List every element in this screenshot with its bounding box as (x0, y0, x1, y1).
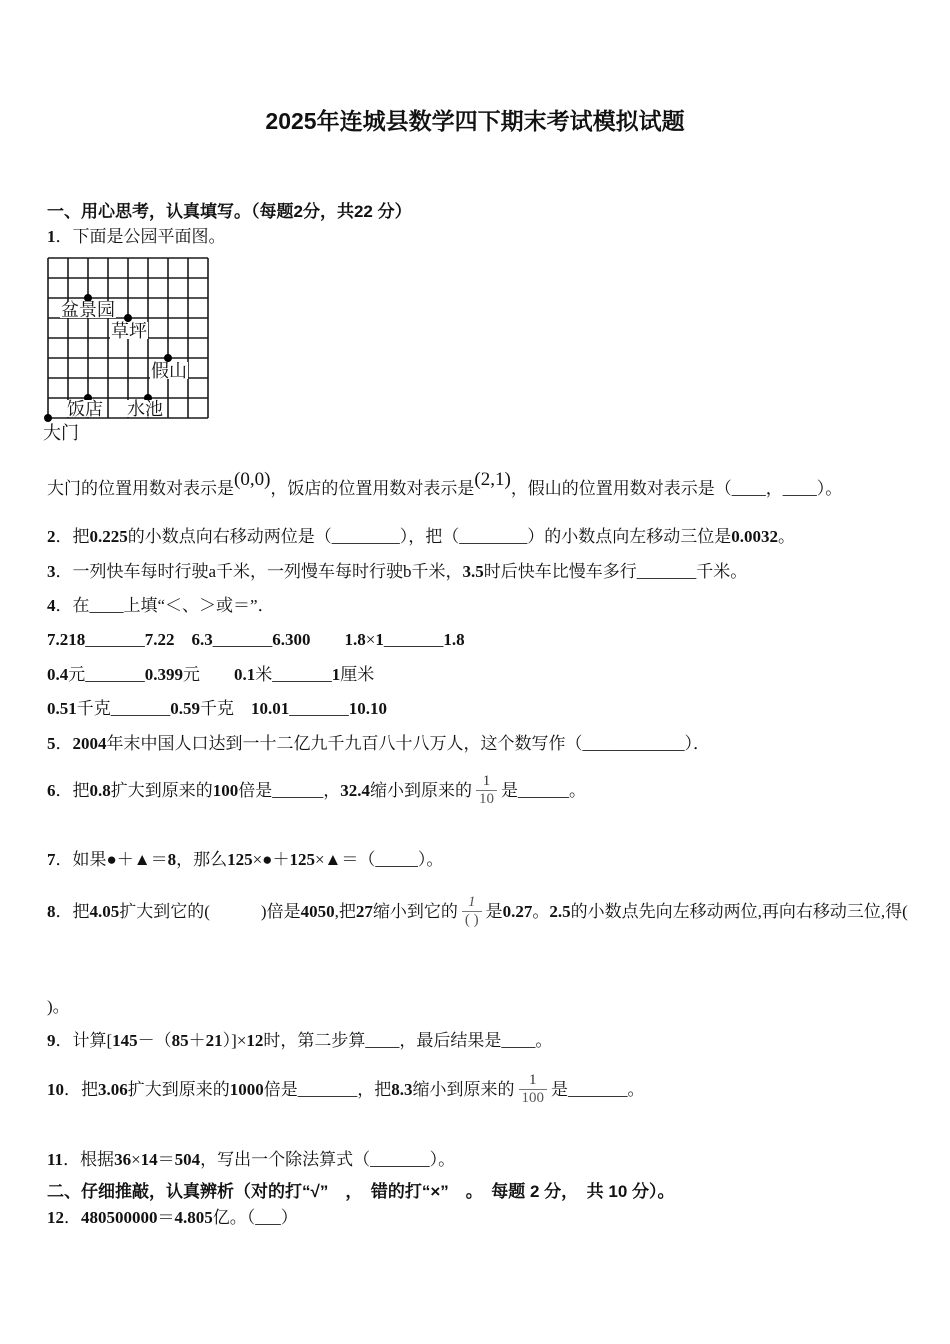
q6-fraction-numerator: 1 (482, 773, 491, 789)
question-6 (47, 773, 586, 809)
q10-text-pre: 10．把3.06扩大到原来的1000倍是_______，把8.3缩小到原来的 (47, 1079, 515, 1099)
map-label-草坪: 草坪 (111, 321, 147, 341)
question-8-continuation: )。 (47, 997, 70, 1016)
coordinate-pairs-line (47, 469, 843, 502)
question-11: 11．根据36×14＝504，写出一个除法算式（_______）。 (47, 1150, 456, 1169)
restaurant-pair-value: (2,1) (474, 469, 511, 490)
question-8 (47, 894, 908, 930)
map-label-假山: 假山 (151, 361, 187, 381)
q10-text-post: 是_______。 (551, 1079, 645, 1099)
question-7: 7．如果●＋▲＝8，那么125×●＋125×▲＝（_____）。 (47, 850, 444, 869)
question-5: 5．2004年末中国人口达到一十二亿九千九百八十八万人，这个数写作（____________）． (47, 734, 710, 753)
section-two-header: 二、仔细推敲，认真辨析（对的打“√” ， 错的打“×” 。 每题 2 分， 共 10 分）。 (47, 1182, 675, 1201)
pair-text-3: ，假山的位置用数对表示是（____，____）。 (510, 479, 843, 498)
q10-fraction-one-hundredth (519, 1072, 548, 1108)
question-2: 2．把0.225的小数点向右移动两位是（________），把（________）的小数点向左移动三位是0.0032。 (47, 527, 795, 546)
page-title: 2025年连城县数学四下期末考试模拟试题 (265, 108, 685, 134)
section-one-header: 一、用心思考，认真填写。（每题2分，共22 分） (47, 202, 412, 221)
q6-text-post: 是______。 (501, 780, 586, 800)
q8-fraction-denominator: ( ) (462, 911, 482, 929)
question-3: 3．一列快车每时行驶a千米，一列慢车每时行驶b千米，3.5时后快车比慢车多行_______千米。 (47, 562, 748, 581)
map-label-饭店: 饭店 (67, 399, 103, 419)
map-label-水池: 水池 (127, 399, 163, 419)
question-1: 1．下面是公园平面图。 (47, 227, 226, 246)
gate-pair-value: (0,0) (234, 469, 271, 490)
question-4-compare-row-1: 7.218_______7.22 6.3_______6.300 1.8×1_______1.8 (47, 630, 465, 649)
q6-fraction-one-tenth (476, 773, 497, 809)
q6-fraction-denominator: 10 (476, 790, 497, 808)
pair-text-2: ，饭店的位置用数对表示是 (270, 479, 475, 498)
q8-fraction-one-over-blank (462, 894, 482, 930)
q8-text-pre: 8．把4.05扩大到它的( )倍是4050,把27缩小到它的 (47, 901, 458, 921)
question-4: 4．在____上填“＜、＞或＝”． (47, 596, 275, 615)
question-9: 9．计算[145－（85＋21）]×12时，第二步算____，最后结果是____。 (47, 1031, 553, 1050)
question-4-compare-row-2: 0.4元_______0.399元 0.1米_______1厘米 (47, 665, 375, 684)
q6-text-pre: 6．把0.8扩大到原来的100倍是______，32.4缩小到原来的 (47, 780, 472, 800)
q8-fraction-numerator: 1 (467, 894, 476, 910)
map-label-大门: 大门 (43, 423, 79, 443)
q8-text-post: 是0.27。2.5的小数点先向左移动两位,再向右移动三位,得( (485, 901, 908, 921)
question-12: 12．480500000＝4.805亿。（___） (47, 1208, 298, 1227)
pair-text-1: 大门的位置用数对表示是 (47, 479, 234, 498)
question-10 (47, 1072, 645, 1108)
q10-fraction-numerator: 1 (529, 1072, 537, 1088)
map-label-盆景园: 盆景园 (61, 300, 115, 320)
question-4-compare-row-3: 0.51千克_______0.59千克 10.01_______10.10 (47, 699, 387, 718)
q10-fraction-denominator: 100 (519, 1089, 548, 1107)
park-map (0, 252, 270, 452)
